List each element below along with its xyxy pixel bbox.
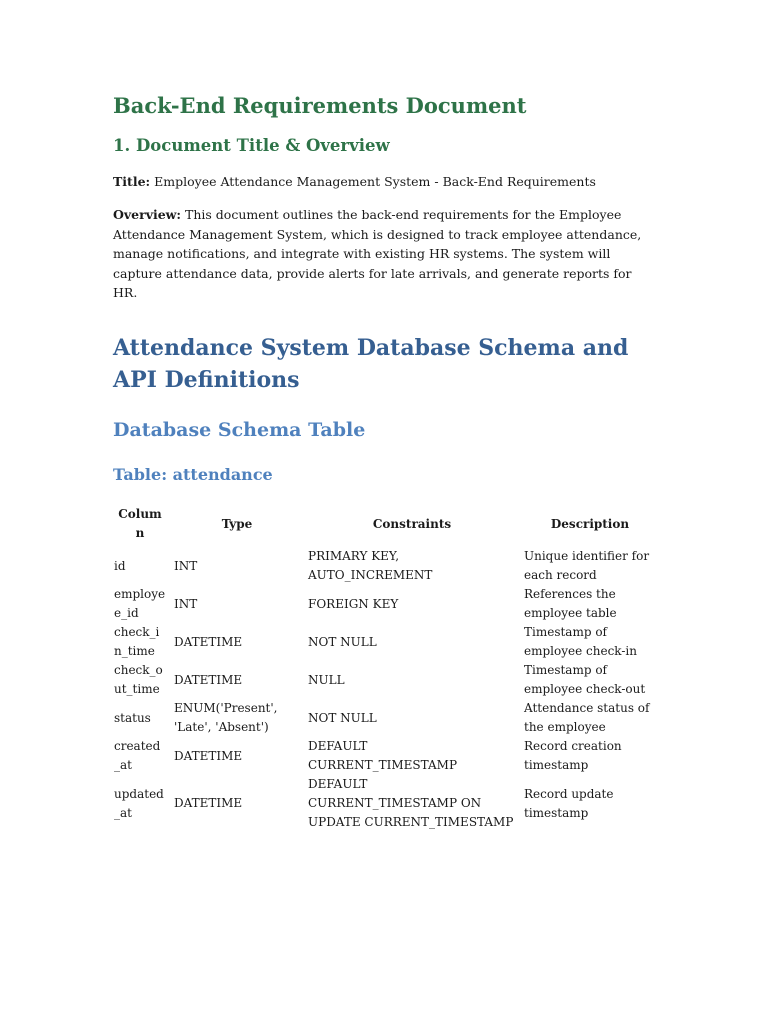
- table-name-heading: Table: attendance: [113, 465, 273, 484]
- cell-column: status: [114, 710, 151, 725]
- title-paragraph: [113, 172, 658, 192]
- cell-description: References the employee table: [524, 587, 617, 620]
- cell-type: INT: [174, 596, 198, 611]
- table-row: [110, 699, 660, 737]
- table-row: [110, 547, 660, 585]
- header-column: Column: [118, 507, 162, 540]
- overview-label: Overview:: [113, 207, 182, 222]
- cell-type: DATETIME: [174, 672, 243, 687]
- table-row: [110, 661, 660, 699]
- schema-section-heading: Attendance System Database Schema and API Definitions: [113, 335, 629, 393]
- cell-constraints: FOREIGN KEY: [308, 596, 399, 611]
- cell-column: check_in_time: [114, 625, 160, 658]
- cell-column: id: [114, 558, 126, 573]
- cell-column: check_out_time: [114, 663, 163, 696]
- cell-constraints: NULL: [308, 672, 345, 687]
- cell-constraints: DEFAULT CURRENT_TIMESTAMP: [308, 739, 458, 772]
- cell-description: Attendance status of the employee: [524, 701, 650, 734]
- cell-type: DATETIME: [174, 796, 243, 810]
- cell-description: Record creation timestamp: [524, 739, 622, 772]
- header-constraints: Constraints: [372, 516, 452, 531]
- overview-text: This document outlines the back-end requirements for the Employee Attendance Management System, which is designed to track employee attendance, manage notifications, and integrate with existing HR systems. The system will capture attendance data, provide alerts for late arrivals, and generate reports for HR.: [113, 207, 642, 300]
- schema-table-heading: Database Schema Table: [113, 419, 366, 441]
- cell-column: created_at: [114, 739, 161, 772]
- cell-description: Record update timestamp: [524, 786, 614, 820]
- cell-constraints: NOT NULL: [308, 710, 377, 725]
- title-text: Employee Attendance Management System - Back-End Requirements: [154, 174, 596, 189]
- title-label: Title:: [113, 174, 151, 189]
- cell-type: DATETIME: [174, 748, 243, 763]
- cell-type: DATETIME: [174, 634, 243, 649]
- cell-constraints: DEFAULT CURRENT_TIMESTAMP ON UPDATE CURRENT_TIMESTAMP: [308, 777, 514, 829]
- table-row: [110, 623, 660, 661]
- cell-type: ENUM('Present', 'Late', 'Absent'): [174, 701, 278, 734]
- cell-description: Unique identifier for each record: [524, 549, 650, 582]
- cell-description: Timestamp of employee check-out: [524, 663, 646, 696]
- cell-description: Timestamp of employee check-in: [524, 625, 637, 658]
- table-row: [110, 585, 660, 623]
- table-row: [110, 775, 660, 832]
- header-description: Description: [550, 516, 630, 531]
- cell-constraints: PRIMARY KEY, AUTO_INCREMENT: [308, 549, 433, 582]
- attendance-schema-table: [110, 505, 660, 832]
- header-type: Type: [221, 516, 253, 531]
- table-header-row: [110, 505, 660, 547]
- overview-paragraph: [113, 205, 658, 303]
- cell-constraints: NOT NULL: [308, 634, 377, 649]
- cell-type: INT: [174, 558, 198, 573]
- cell-column: updated_at: [114, 786, 164, 820]
- section-heading-overview: 1. Document Title & Overview: [113, 136, 390, 155]
- table-row: [110, 737, 660, 775]
- cell-column: employee_id: [114, 587, 166, 620]
- document-heading: Back-End Requirements Document: [113, 93, 527, 118]
